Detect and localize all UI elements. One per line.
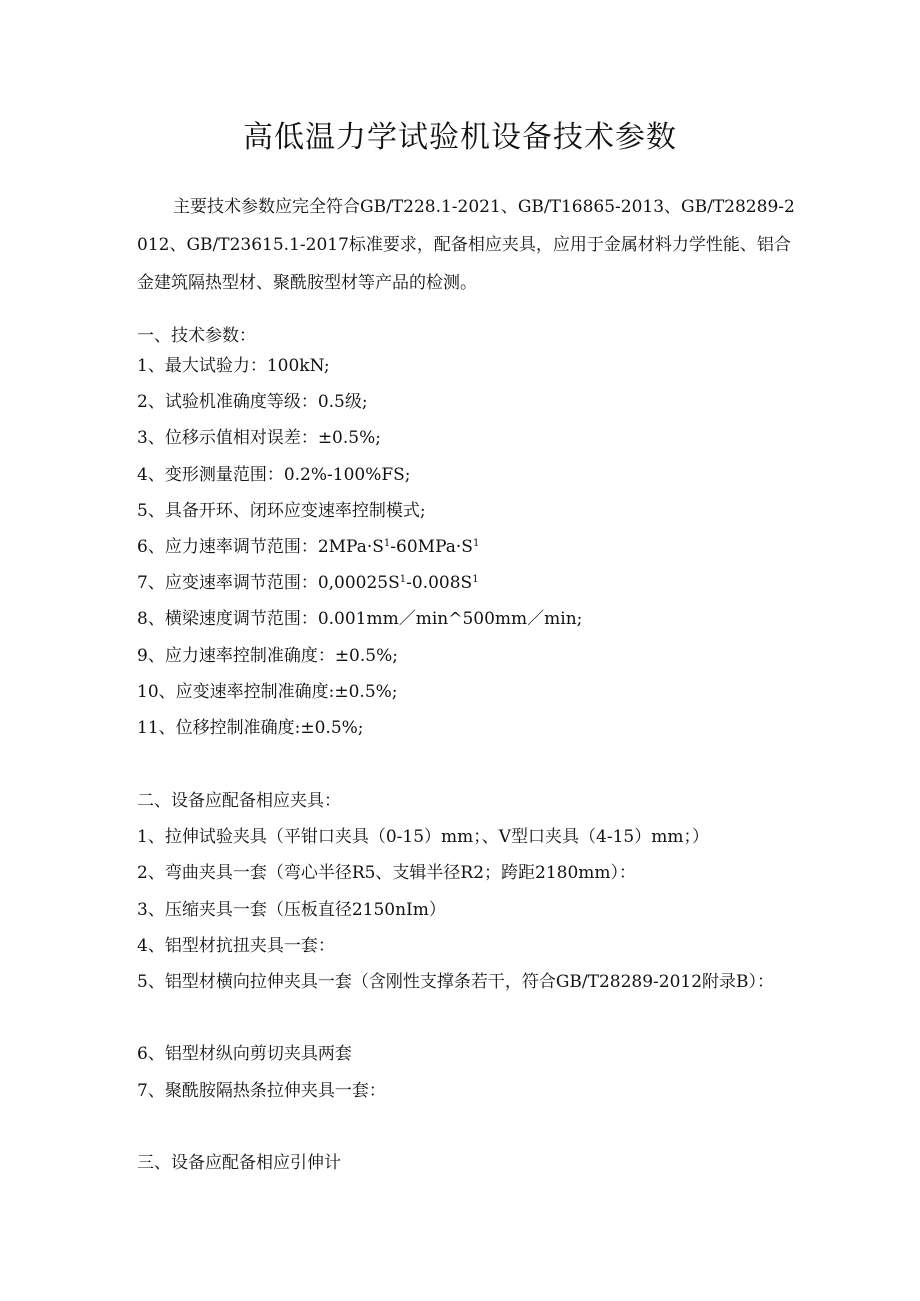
param-item-6-start: 6、应力速率调节范围：2MPa·S xyxy=(137,537,384,557)
intro-paragraph: 主要技术参数应完全符合GB/T228.1-2021、GB/T16865-2013、GB/T28289-2012、GB/T23615.1-2017标准要求，配备相应夹具，应用于金属材料力学性能、铝合金建筑隔热型材、聚酰胺型材等产品的检测。 xyxy=(137,197,795,293)
section-3-heading: 三、设备应配备相应引伸计 xyxy=(137,1153,341,1173)
fixture-item-4: 4、铝型材抗扭夹具一套： xyxy=(137,936,335,956)
fixture-item-3: 3、压缩夹具一套（压板直径2150nIm） xyxy=(137,900,446,920)
superscript: 1 xyxy=(472,574,479,585)
param-item-10: 10、应变速率控制准确度:±0.5%; xyxy=(137,682,398,702)
param-item-6-mid: -60MPa·S xyxy=(390,537,473,557)
section-1-heading: 一、技术参数： xyxy=(137,326,256,346)
param-item-7 xyxy=(137,570,797,596)
superscript: 1 xyxy=(472,538,480,549)
param-item-6 xyxy=(137,534,797,560)
param-item-7-mid: -0.008S xyxy=(406,573,473,593)
fixture-item-2: 2、弯曲夹具一套（弯心半径R5、支辑半径R2；跨距2180mm）： xyxy=(137,863,637,883)
param-item-3: 3、位移示值相对误差：±0.5%; xyxy=(137,428,381,448)
document-title: 高低温力学试验机设备技术参数 xyxy=(243,120,677,155)
fixture-item-6: 6、铝型材纵向剪切夹具两套 xyxy=(137,1044,352,1064)
param-item-9: 9、应力速率控制准确度：±0.5%; xyxy=(137,646,398,666)
superscript: 1 xyxy=(399,574,407,585)
param-item-5: 5、具备开环、闭环应变速率控制模式; xyxy=(137,501,426,521)
section-2-heading: 二、设备应配备相应夹具： xyxy=(137,791,341,811)
fixture-item-1: 1、拉伸试验夹具（平钳口夹具（0-15）mm；、V型口夹具（4-15）mm；） xyxy=(137,827,709,847)
param-item-1: 1、最大试验力：100kN; xyxy=(137,356,330,376)
superscript: 1 xyxy=(383,538,391,549)
param-item-11: 11、位移控制准确度:±0.5%; xyxy=(137,718,364,738)
fixture-item-5: 5、铝型材横向拉伸夹具一套（含刚性支撑条若干，符合GB/T28289-2012附录B）： xyxy=(137,972,775,992)
param-item-8: 8、横梁速度调节范围：0.001mm／min^500mm／min; xyxy=(137,609,583,629)
fixture-item-7: 7、聚酰胺隔热条拉伸夹具一套： xyxy=(137,1081,386,1101)
param-item-2: 2、试验机准确度等级：0.5级; xyxy=(137,392,368,412)
param-item-7-start: 7、应变速率调节范围：0,00025S xyxy=(137,573,400,593)
param-item-4: 4、变形测量范围：0.2%-100%FS; xyxy=(137,465,411,485)
